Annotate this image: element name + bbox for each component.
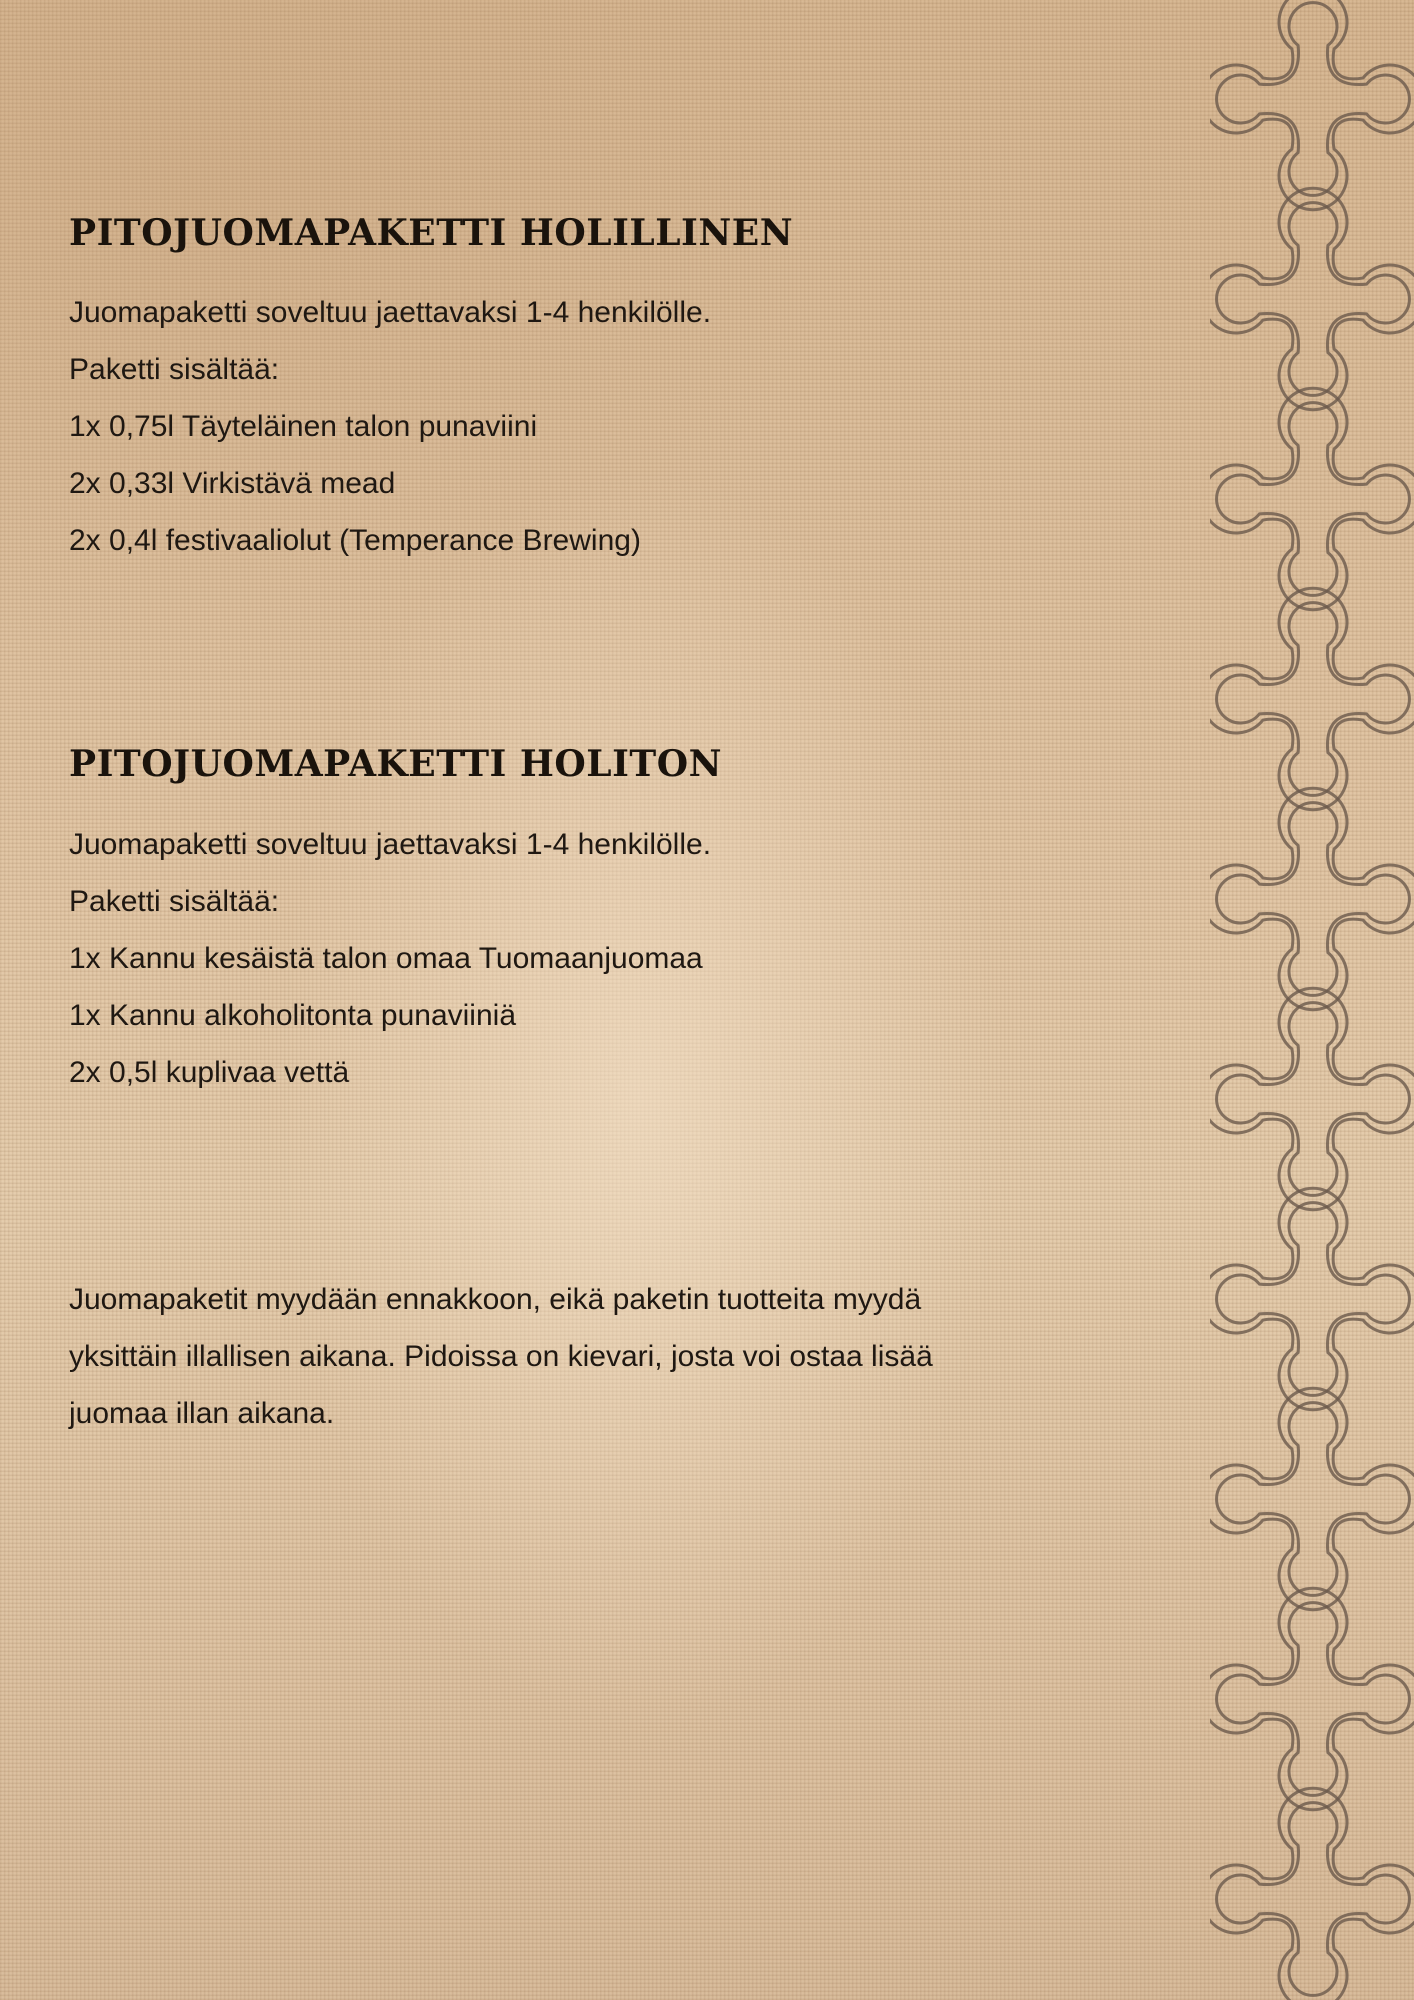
quatrefoil-icon [1210,1788,1414,2000]
quatrefoil-inner-outline [1217,603,1410,796]
list-item: 2x 0,4l festivaaliolut (Temperance Brewing) [69,524,641,557]
quatrefoil-outer-outline [1210,388,1414,610]
sales-note-line: juomaa illan aikana. [69,1397,335,1430]
section-title-holillinen: PITOJUOMAPAKETTI HOLILLINEN [69,212,794,254]
sales-note [69,1271,1089,1442]
quatrefoil-icon [1210,0,1414,210]
quatrefoil-outer-outline [1210,0,1414,210]
sales-note-line: Juomapaketit myydään ennakkoon, eikä paketin tuotteita myydä [69,1283,922,1316]
quatrefoil-icon [1210,1188,1414,1410]
quatrefoil-inner-outline [1217,1003,1410,1196]
list-item: 2x 0,5l kuplivaa vettä [69,1056,350,1089]
quatrefoil-outer-outline [1210,1788,1414,2000]
quatrefoil-outer-outline [1210,1188,1414,1410]
quatrefoil-icon [1210,188,1414,410]
section-title-holiton: PITOJUOMAPAKETTI HOLITON [69,743,722,785]
section-holillinen-lines [69,284,711,569]
list-item: 1x 0,75l Täyteläinen talon punaviini [69,410,538,443]
quatrefoil-border-icon [1210,0,1414,2000]
quatrefoil-inner-outline [1217,1803,1410,1996]
list-item: Juomapaketti soveltuu jaettavaksi 1-4 henkilölle. [69,296,712,329]
quatrefoil-outer-outline [1210,788,1414,1010]
quatrefoil-outer-outline [1210,1588,1414,1810]
quatrefoil-icon [1210,388,1414,610]
quatrefoil-inner-outline [1217,1203,1410,1396]
quatrefoil-inner-outline [1217,803,1410,996]
list-item: 2x 0,33l Virkistävä mead [69,467,396,500]
quatrefoil-inner-outline [1217,3,1410,196]
quatrefoil-icon [1210,588,1414,810]
quatrefoil-outer-outline [1210,188,1414,410]
quatrefoil-inner-outline [1217,203,1410,396]
quatrefoil-outer-outline [1210,988,1414,1210]
decorative-border [1210,0,1414,2000]
quatrefoil-icon [1210,1588,1414,1810]
quatrefoil-outer-outline [1210,588,1414,810]
list-item: Paketti sisältää: [69,885,280,918]
quatrefoil-inner-outline [1217,1603,1410,1796]
quatrefoil-outer-outline [1210,1388,1414,1610]
sales-note-line: yksittäin illallisen aikana. Pidoissa on kievari, josta voi ostaa lisää [69,1340,933,1373]
quatrefoil-inner-outline [1217,403,1410,596]
list-item: 1x Kannu kesäistä talon omaa Tuomaanjuomaa [69,942,703,975]
quatrefoil-inner-outline [1217,1403,1410,1596]
list-item: 1x Kannu alkoholitonta punaviiniä [69,999,516,1032]
section-holiton-lines [69,816,711,1101]
quatrefoil-icon [1210,788,1414,1010]
quatrefoil-icon [1210,988,1414,1210]
list-item: Juomapaketti soveltuu jaettavaksi 1-4 henkilölle. [69,828,712,861]
list-item: Paketti sisältää: [69,353,280,386]
quatrefoil-icon [1210,1388,1414,1610]
